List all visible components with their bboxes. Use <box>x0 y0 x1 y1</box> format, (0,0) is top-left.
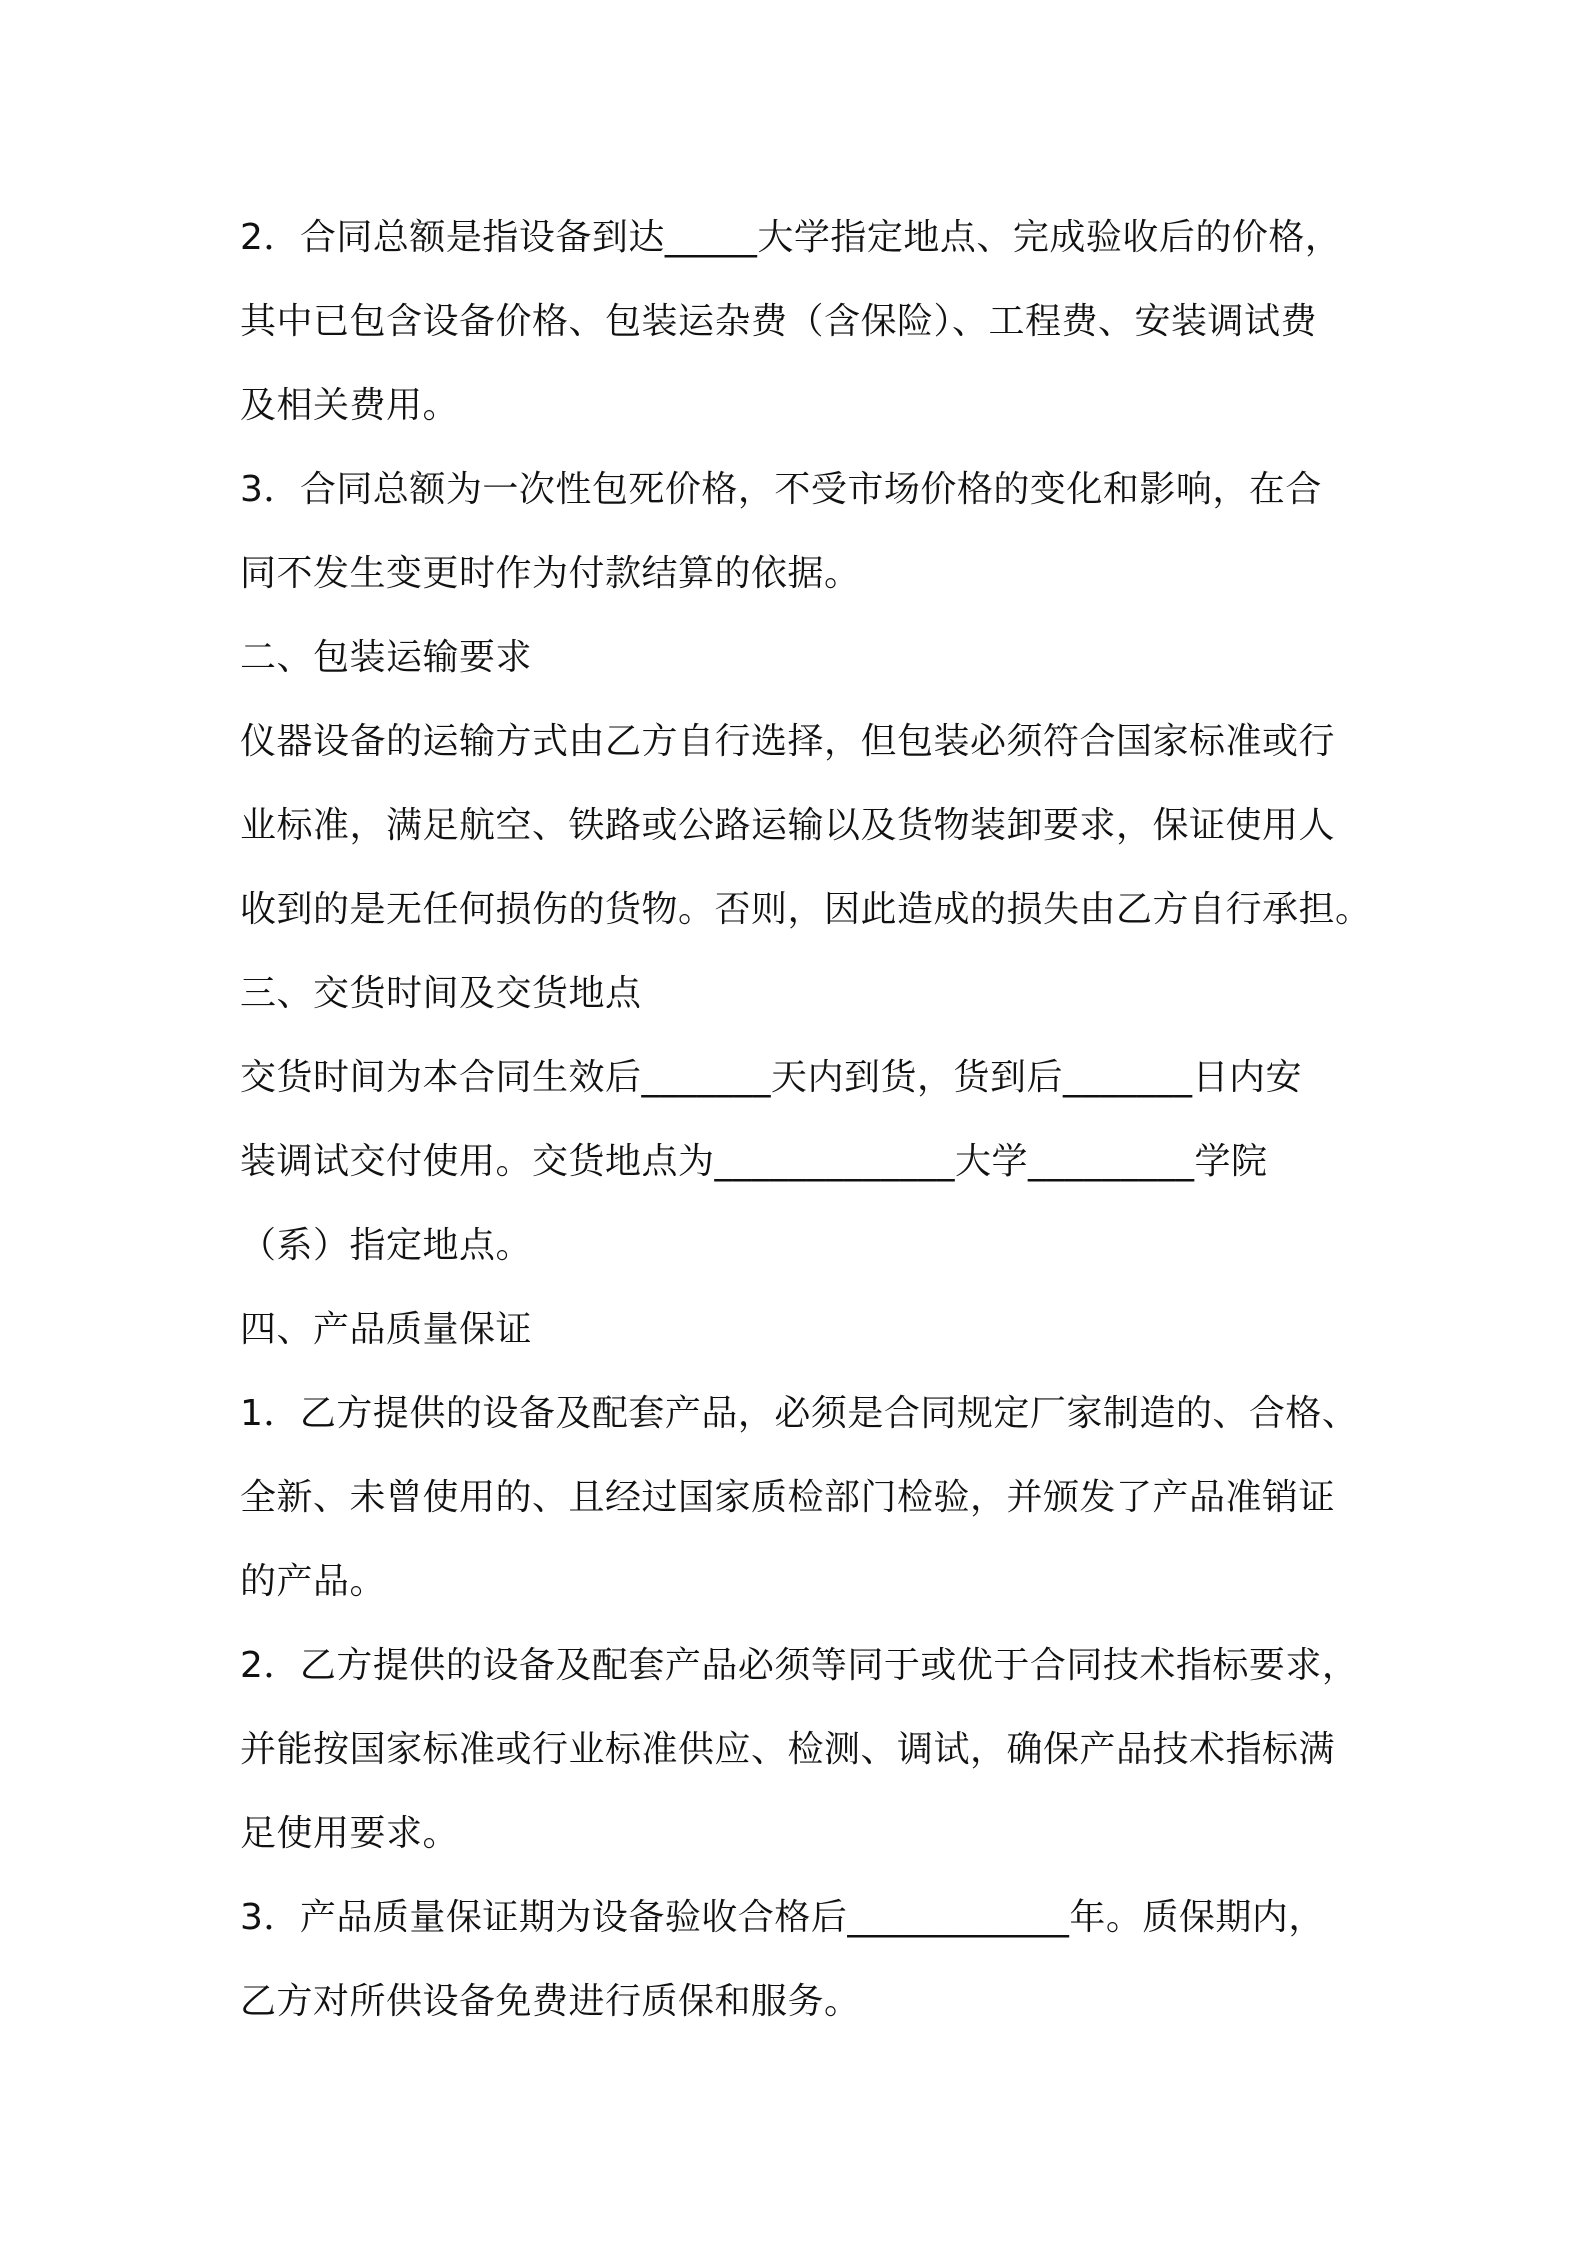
text-line: 收到的是无任何损伤的货物。否则，因此造成的损失由乙方自行承担。 <box>240 889 1372 930</box>
text-line: 3．产品质量保证期为设备验收合格后____________年。质保期内， <box>240 1897 1325 1938</box>
text-line: （系）指定地点。 <box>240 1225 533 1266</box>
text-line: 全新、未曾使用的、且经过国家质检部门检验，并颁发了产品准销证 <box>240 1477 1336 1518</box>
text-line: 乙方对所供设备免费进行质保和服务。 <box>240 1981 861 2022</box>
section-heading: 四、产品质量保证 <box>240 1309 533 1350</box>
text-line: 业标准，满足航空、铁路或公路运输以及货物装卸要求，保证使用人 <box>240 805 1336 846</box>
text-line: 同不发生变更时作为付款结算的依据。 <box>240 553 861 594</box>
text-line: 2．乙方提供的设备及配套产品必须等同于或优于合同技术指标要求， <box>240 1645 1359 1686</box>
document-body <box>240 196 1372 2044</box>
text-line: 其中已包含设备价格、包装运杂费（含保险）、工程费、安装调试费 <box>240 301 1318 342</box>
text-line: 1．乙方提供的设备及配套产品，必须是合同规定厂家制造的、合格、 <box>240 1393 1359 1434</box>
text-line: 及相关费用。 <box>240 385 460 426</box>
text-line: 并能按国家标准或行业标准供应、检测、调试，确保产品技术指标满 <box>240 1729 1336 1770</box>
text-line: 3．合同总额为一次性包死价格，不受市场价格的变化和影响，在合 <box>240 469 1322 510</box>
text-line: 的产品。 <box>240 1561 387 1602</box>
text-line: 交货时间为本合同生效后_______天内到货，货到后_______日内安 <box>240 1057 1303 1098</box>
text-line: 足使用要求。 <box>240 1813 460 1854</box>
section-heading: 二、包装运输要求 <box>240 637 533 678</box>
text-line: 仪器设备的运输方式由乙方自行选择，但包装必须符合国家标准或行 <box>240 721 1336 762</box>
text-line: 2．合同总额是指设备到达_____大学指定地点、完成验收后的价格， <box>240 217 1342 258</box>
text-line: 装调试交付使用。交货地点为_____________大学_________学院 <box>240 1141 1268 1182</box>
section-heading: 三、交货时间及交货地点 <box>240 973 642 1014</box>
